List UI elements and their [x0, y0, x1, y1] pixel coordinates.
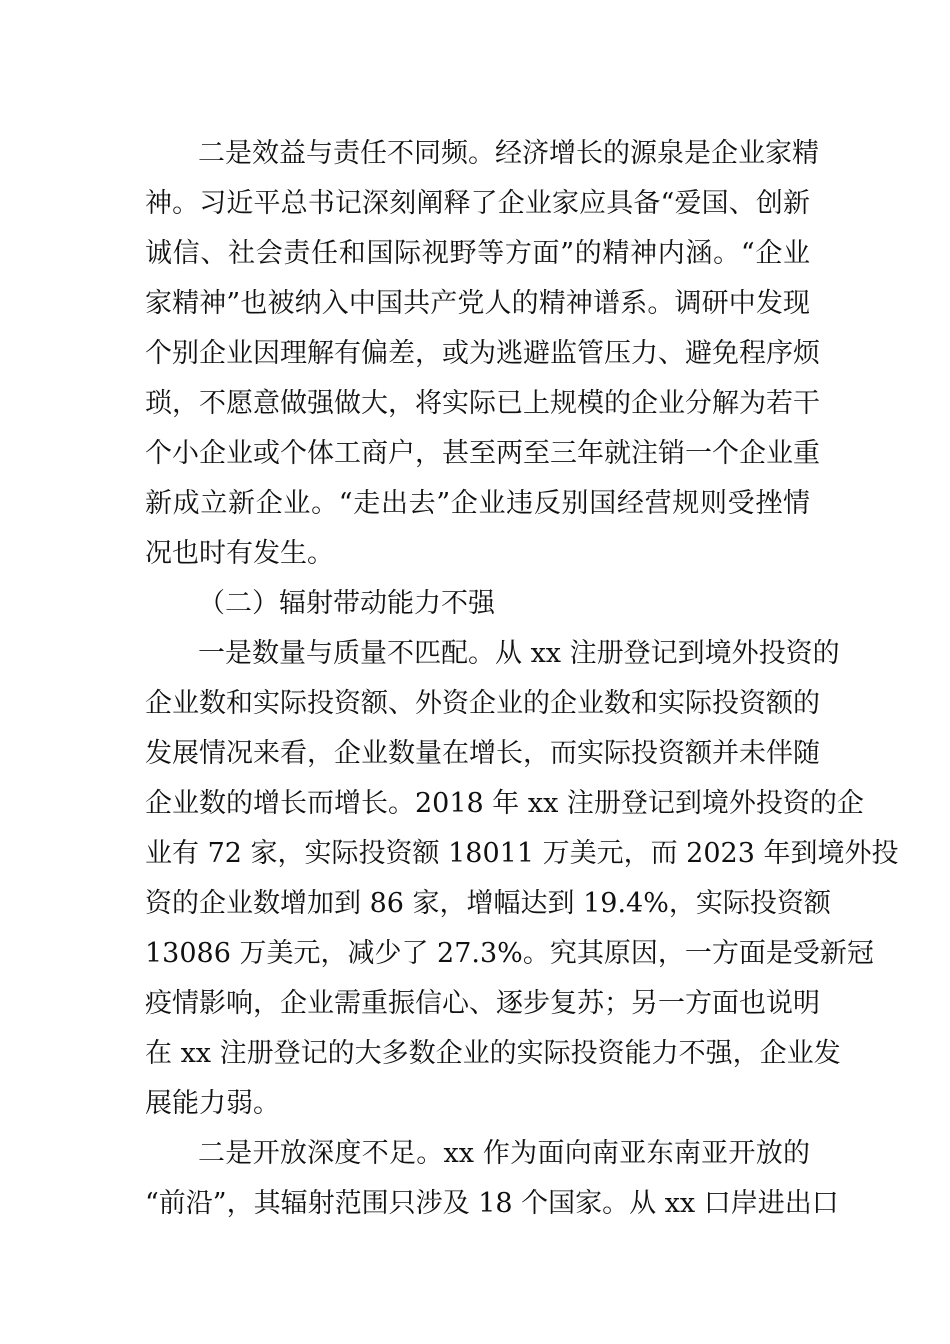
paragraph-1-line-9: 况也时有发生。 — [145, 538, 334, 569]
paragraph-1-line-8: 新成立新企业。“走出去”企业违反别国经营规则受挫情 — [145, 488, 810, 519]
paragraph-1-line-1: 二是效益与责任不同频。经济增长的源泉是企业家精 — [198, 138, 819, 169]
section-heading: （二）辐射带动能力不强 — [198, 588, 495, 619]
paragraph-2-line-4: 企业数的增长而增长。2018 年 xx 注册登记到境外投资的企 — [145, 788, 864, 819]
paragraph-2-line-6: 资的企业数增加到 86 家，增幅达到 19.4%，实际投资额 — [145, 888, 831, 919]
paragraph-1-line-7: 个小企业或个体工商户，甚至两至三年就注销一个企业重 — [145, 438, 820, 469]
paragraph-2-line-3: 发展情况来看，企业数量在增长，而实际投资额并未伴随 — [145, 738, 820, 769]
paragraph-1-line-3: 诚信、社会责任和国际视野等方面”的精神内涵。“企业 — [145, 238, 810, 269]
paragraph-2-line-2: 企业数和实际投资额、外资企业的企业数和实际投资额的 — [145, 688, 820, 719]
paragraph-1-line-4: 家精神”也被纳入中国共产党人的精神谱系。调研中发现 — [145, 288, 810, 319]
paragraph-1-line-5: 个别企业因理解有偏差，或为逃避监管压力、避免程序烦 — [145, 338, 820, 369]
paragraph-3-line-2: “前沿”，其辐射范围只涉及 18 个国家。从 xx 口岸进出口 — [145, 1188, 839, 1219]
paragraph-1-line-2: 神。习近平总书记深刻阐释了企业家应具备“爱国、创新 — [145, 188, 810, 219]
paragraph-2-line-7: 13086 万美元，减少了 27.3%。究其原因，一方面是受新冠 — [145, 938, 874, 969]
paragraph-2-line-1: 一是数量与质量不匹配。从 xx 注册登记到境外投资的 — [198, 638, 840, 669]
paragraph-2-line-10: 展能力弱。 — [145, 1088, 280, 1119]
paragraph-3-line-1: 二是开放深度不足。xx 作为面向南亚东南亚开放的 — [198, 1138, 810, 1169]
paragraph-2-line-8: 疫情影响，企业需重振信心、逐步复苏；另一方面也说明 — [145, 988, 820, 1019]
paragraph-1-line-6: 琐，不愿意做强做大，将实际已上规模的企业分解为若干 — [145, 388, 820, 419]
paragraph-2-line-5: 业有 72 家，实际投资额 18011 万美元，而 2023 年到境外投 — [145, 838, 899, 869]
paragraph-2-line-9: 在 xx 注册登记的大多数企业的实际投资能力不强，企业发 — [145, 1038, 841, 1069]
